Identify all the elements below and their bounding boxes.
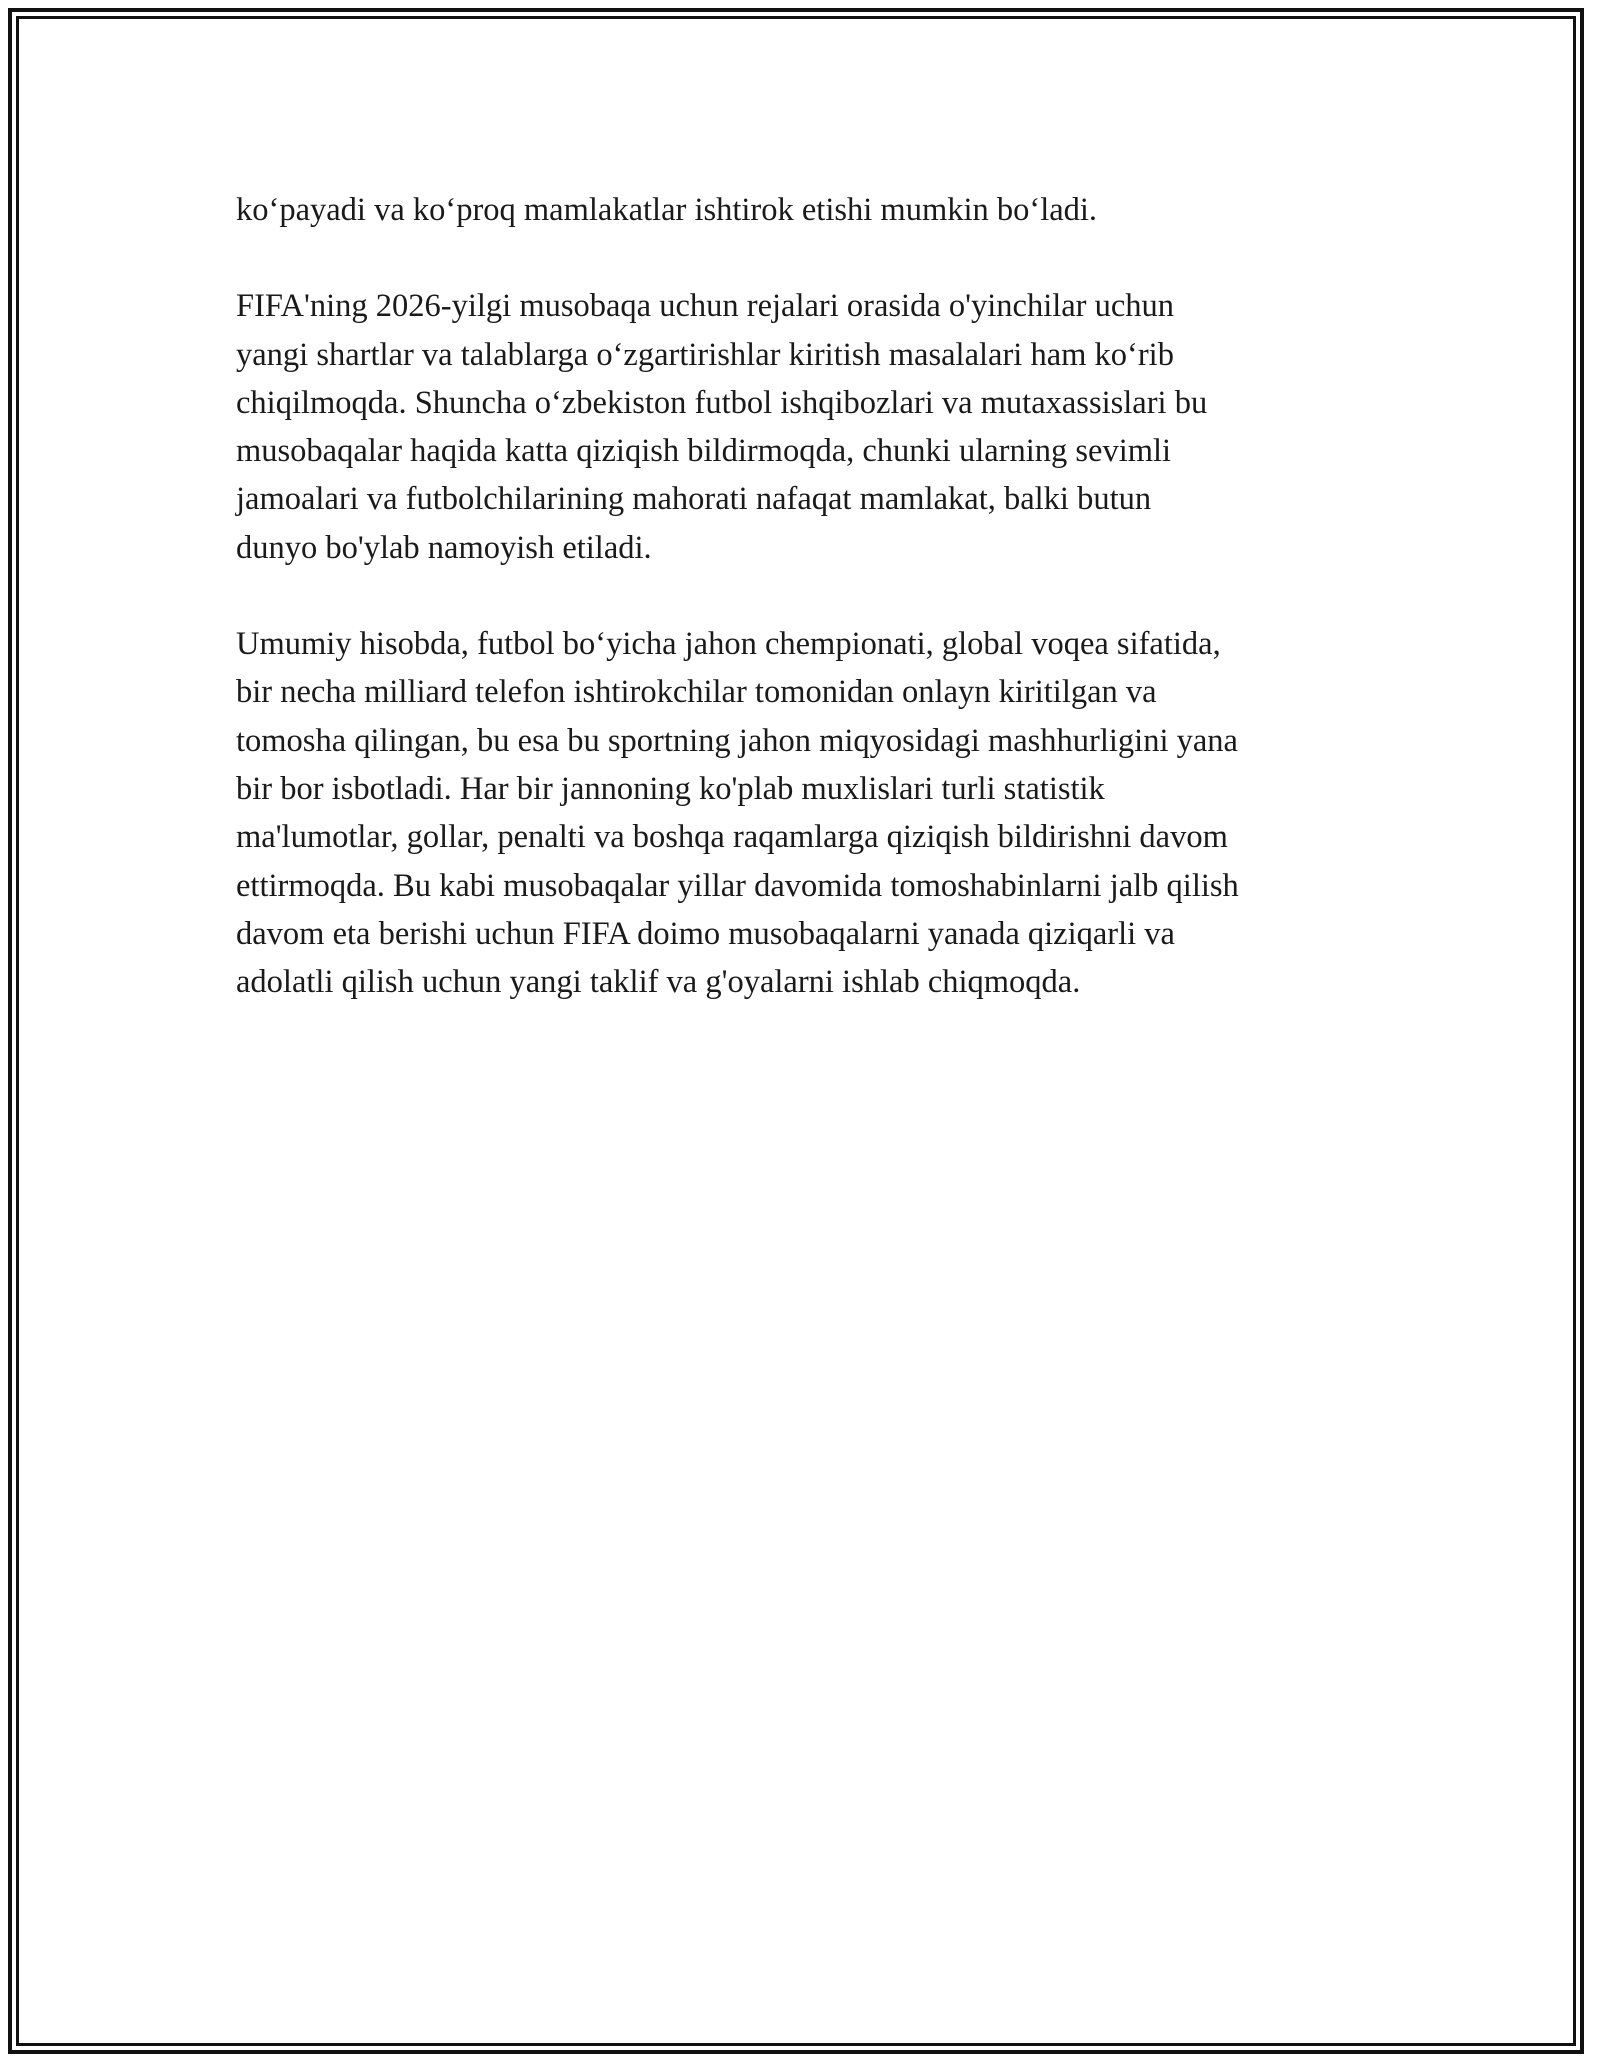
text-line: ko‘payadi va ko‘proq mamlakatlar ishtirok etishi mumkin bo‘ladi. <box>236 192 1098 228</box>
text-line: dunyo bo'ylab namoyish etiladi. <box>236 529 652 566</box>
text-line: adolatli qilish uchun yangi taklif va g'oyalarni ishlab chiqmoqda. <box>236 964 1081 1001</box>
paragraph-2 <box>236 282 1376 572</box>
text-line: jamoalari va futbolchilarining mahorati nafaqat mamlakat, balki butun <box>236 481 1152 518</box>
text-line: Umumiy hisobda, futbol bo‘yicha jahon chempionati, global voqea sifatida, <box>236 626 1221 663</box>
text-line: musobaqalar haqida katta qiziqish bildirmoqda, chunki ularning sevimli <box>236 433 1172 470</box>
text-line: chiqilmoqda. Shuncha o‘zbekiston futbol ishqibozlari va mutaxassislari bu <box>236 384 1208 421</box>
paragraph-3 <box>236 620 1376 1006</box>
text-line: FIFA'ning 2026-yilgi musobaqa uchun rejalari orasida o'yinchilar uchun <box>236 288 1175 325</box>
text-line: yangi shartlar va talablarga o‘zgartirishlar kiritish masalalari ham ko‘rib <box>236 336 1174 373</box>
text-line: ma'lumotlar, gollar, penalti va boshqa raqamlarga qiziqish bildirishni davom <box>236 819 1228 856</box>
document-body <box>236 186 1376 1054</box>
text-line: tomosha qilingan, bu esa bu sportning jahon miqyosidagi mashhurligini yana <box>236 722 1238 759</box>
text-line: davom eta berishi uchun FIFA doimo musobaqalarni yanada qiziqarli va <box>236 915 1175 952</box>
paragraph-1 <box>236 186 1376 234</box>
text-line: bir bor isbotladi. Har bir jannoning ko'plab muxlislari turli statistik <box>236 770 1105 807</box>
text-line: ettirmoqda. Bu kabi musobaqalar yillar davomida tomoshabinlarni jalb qilish <box>236 867 1239 904</box>
text-line: bir necha milliard telefon ishtirokchilar tomonidan onlayn kiritilgan va <box>236 674 1157 711</box>
